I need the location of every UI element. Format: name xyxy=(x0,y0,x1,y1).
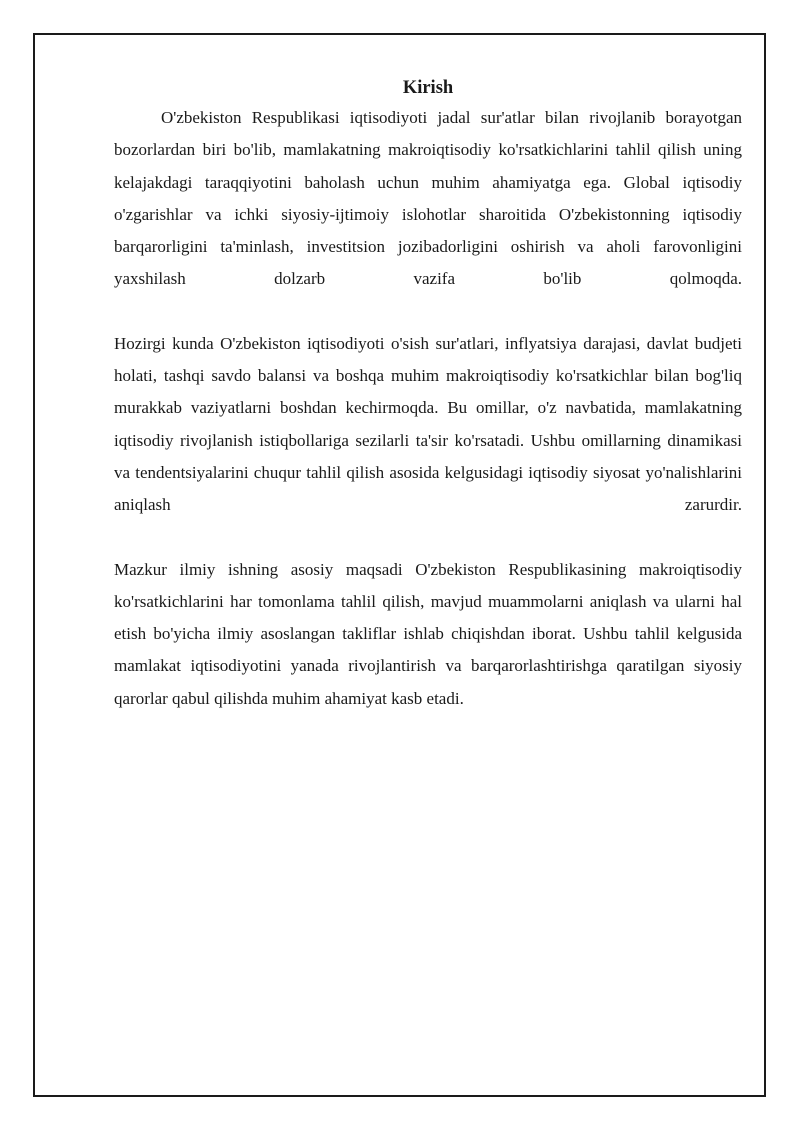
paragraph-spacer xyxy=(114,296,742,328)
paragraph-spacer xyxy=(114,522,742,554)
paragraph-intro: O'zbekiston Respublikasi iqtisodiyoti jadal sur'atlar bilan rivojlanib borayotgan bozorlardan biri bo'lib, mamlakatning makroiqtisodiy ko'rsatkichlarini tahlil qilish uning kelajakdagi taraqqiyotini baholash uchun muhim ahamiyatga ega. Global iqtisodiy o'zgarishlar va ichki siyosiy-ijtimoiy islohotlar sharoitida O'zbekistonning iqtisodiy barqarorligini ta'minlash, investitsion jozibadorligini oshirish va aholi farovonligini yaxshilash dolzarb vazifa bo'lib qolmoqda. xyxy=(114,108,742,289)
document-body xyxy=(114,74,742,715)
paragraph-goal: Mazkur ilmiy ishning asosiy maqsadi O'zbekiston Respublikasining makroiqtisodiy ko'rsatkichlarini har tomonlama tahlil qilish, mavjud muammolarni aniqlash va ularni hal etish bo'yicha ilmiy asoslangan takliflar ishlab chiqishdan iborat. Ushbu tahlil kelgusida mamlakat iqtisodiyotini yanada rivojlantirish va barqarorlashtirishga qaratilgan siyosiy qarorlar qabul qilishda muhim ahamiyat kasb etadi. xyxy=(114,559,742,708)
page-title: Kirish xyxy=(402,78,454,98)
paragraph-current-state: Hozirgi kunda O'zbekiston iqtisodiyoti o'sish sur'atlari, inflyatsiya darajasi, davlat budjeti holati, tashqi savdo balansi va boshqa muhim makroiqtisodiy ko'rsatkichlar bilan bog'liq murakkab vaziyatlarni boshdan kechirmoqda. Bu omillar, o'z navbatida, mamlakatning iqtisodiy rivojlanish istiqbollariga sezilarli ta'sir ko'rsatadi. Ushbu omillarning dinamikasi va tendentsiyalarini chuqur tahlil qilish asosida kelgusidagi iqtisodiy siyosat yo'nalishlarini aniqlash zarurdir. xyxy=(114,333,742,515)
